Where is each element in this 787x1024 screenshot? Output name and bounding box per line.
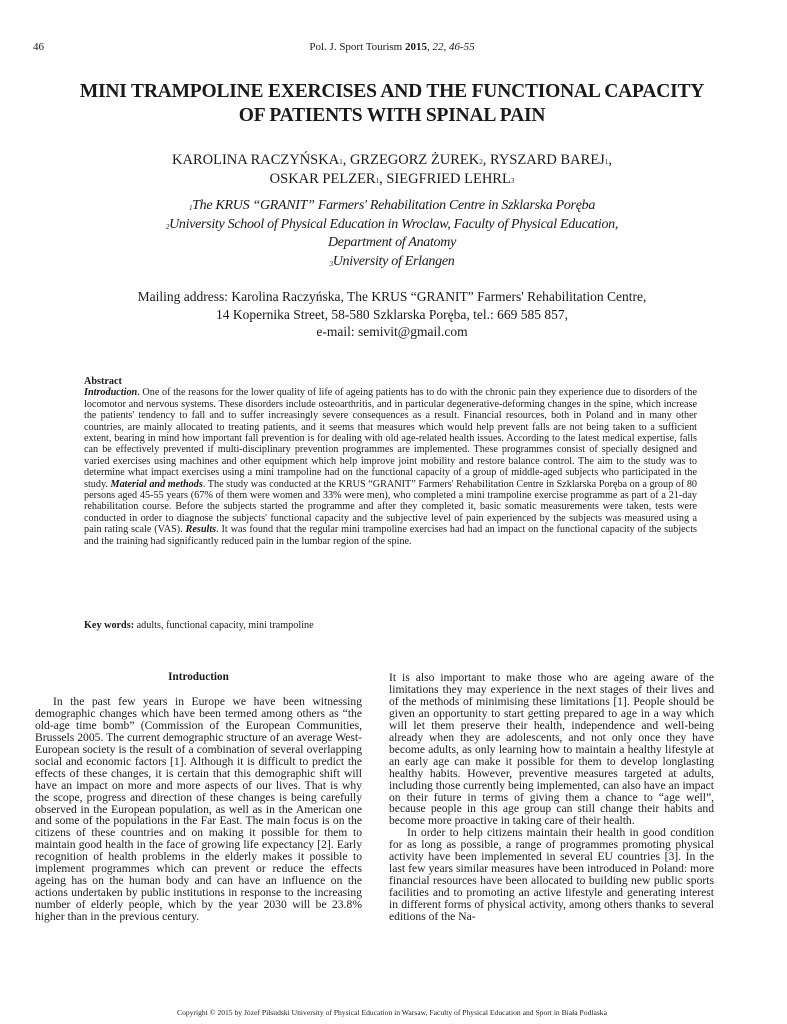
copyright-footer: Copyright © 2015 by Józef Piłsudski University of Physical Education in Warsaw, Faculty of Physical Education and Sport in Biała Podlaska: [177, 1008, 607, 1017]
affiliation-3: $^3$University of Erlangen: [329, 253, 455, 269]
page-number: 46: [33, 41, 44, 53]
author-affiliation-mark: 1: [604, 158, 609, 166]
author-affiliation-mark: 1: [375, 177, 380, 185]
mailing-address: [33, 288, 751, 341]
author-name: KAROLINA RACZYŃSKA: [172, 152, 340, 168]
mailing-line-1: Mailing address: Karolina Raczyńska, The KRUS “GRANIT” Farmers' Rehabilitation Centre,: [137, 289, 647, 304]
title-line-2: OF PATIENTS WITH SPINAL PAIN: [238, 105, 546, 126]
abstract: [84, 376, 697, 547]
abstract-methods-text: . The study was conducted at the KRUS “GRANIT” Farmers' Rehabilitation Centre in Szklarska Poręba on a group of 80 persons aged 45-55 years (67% of them were women and 33% were men), who completed a mini trampoline exercise programme as part of a 21-day rehabilitation course. Before the subjects started the programme and after they completed it, basic somatic measurements were taken, tests were conducted in order to diagnose the subjects' functional capacity and the subjective level of pain experienced by the subjects was measured using a pain rating scale (VAS).: [84, 478, 698, 536]
abstract-introduction-text: . One of the reasons for the lower quality of life of ageing patients has to do with the chronic pain they experience due to disorders of the locomotor and nervous systems. These disorders include osteoarthritis, and in particular degenerative-deforming changes in the spine, which increase the patients' tendency to fall and to suffer increasingly severe consequences as a result. Financial resources, both in Poland and in many other countries, are mainly allocated to treating patients, and it seems that measures which would help prevent falls are not being taken to a sufficient extent, bearing in mind how important fall prevention is for dealing with old age-related health issues. According to the latest medical expertise, falls can be effectively prevented if multi-disciplinary prevention programmes are implemented. These programmes consist of specially designed and varied exercises using machines and other equipment which help improve joint mobility and restore balance control. The aim to the study was to determine what impact exercises using a mini trampoline had on the functional capacity of a group of middle-aged subjects who participated in the study.: [84, 387, 697, 490]
author-name: RYSZARD BAREJ: [490, 152, 605, 168]
body-column-right: [389, 672, 714, 923]
journal-citation: Pol. J. Sport Tourism 2015, 22, 46-55: [309, 41, 475, 53]
author-affiliation-mark: 1: [339, 158, 343, 166]
keywords-text: adults, functional capacity, mini trampoline: [134, 620, 314, 631]
keywords: [84, 620, 697, 632]
journal-volume-pages: 22, 46-55: [432, 41, 475, 53]
journal-year: 2015: [404, 41, 427, 53]
affiliation-2: $^2$University School of Physical Education in Wroclaw, Faculty of Physical Education,: [165, 216, 619, 232]
running-header: [33, 41, 751, 55]
body-paragraph: In order to help citizens maintain their health in good condition for as long as possible, a range of programmes promoting physical activity have been implemented in several EU countries [3]. In the last few years similar measures have been introduced in Poland: more financial resources have been allocated to building new public sports facilities and to promoting an active lifestyle and generating interest in different forms of physical activity, among others thanks to several editions of the Na-: [389, 826, 714, 924]
affiliation-2-department: Department of Anatomy: [328, 235, 456, 250]
mailing-email[interactable]: e-mail: semivit@gmail.com: [316, 324, 468, 339]
paper-title: [33, 80, 751, 128]
section-heading-introduction: Introduction: [168, 671, 229, 683]
mailing-line-2: 14 Kopernika Street, 58-580 Szklarska Poręba, tel.: 669 585 857,: [215, 306, 569, 322]
author-name: OSKAR PELZER: [269, 171, 376, 187]
body-paragraph: In the past few years in Europe we have been witnessing demographic changes which have been termed among others as “the old-age time bomb” (Commission of the European Communities, Brussels 2005. The current demographic structure of an average West-European society is the result of a combination of several overlapping social and economic factors [1]. Although it is difficult to predict the effects of these changes, it is certain that this demographic shift will have an impact on more and more aspects of our lives. That is why the scope, progress and direction of these changes is being carefully observed in the European population, as well as in the American one and some of the populations in the Far East. The main focus is on the citizens of these countries and on making it possible for them to maintain good health in the face of growing life expectancy [2]. Early recognition of health problems in the elderly makes it possible to implement programmes which can prevent or reduce the effects ageing has on the human body and can have an influence on the actions undertaken by public institutions in response to the increasing number of elderly people, which by the year 2030 will be 23.8% higher than in the previous century.: [35, 694, 362, 924]
affiliation-1: $^1$The KRUS “GRANIT” Farmers' Rehabilitation Centre in Szklarska Poręba: [188, 198, 596, 213]
title-line-1: MINI TRAMPOLINE EXERCISES AND THE FUNCTIONAL CAPACITY: [79, 81, 705, 102]
abstract-results-text: . It was found that the regular mini trampoline exercises had had an impact on the functional capacity of the subjects and the training had significantly reduced pain in the lumbar region of the spine.: [84, 524, 697, 547]
abstract-results-label: Results: [185, 524, 217, 536]
journal-name: Pol. J. Sport Tourism: [309, 41, 403, 53]
body-column-left: [35, 672, 362, 923]
author-affiliation-mark: 2: [479, 158, 483, 166]
abstract-heading: Abstract: [84, 376, 122, 387]
abstract-introduction-label: Introduction: [84, 387, 138, 399]
author-name: GRZEGORZ ŻUREK: [349, 152, 480, 168]
body-paragraph: It is also important to make those who are ageing aware of the limitations they may experience in the next stages of their lives and of the methods of minimising these limitations [1]. People should be given an opportunity to start getting prepared to age in a way which will let them preserve their health, independence and well-being already when they are adolescents, and not only once they have become adults, as only learning how to maintain a healthy lifestyle at an early age can make it possible for them to develop longlasting healthy habits. However, preventive measures targeted at adults, including those currently being implemented, can also have an impact on their future in terms of giving them a chance to “age well”, because people in this age group can still change their habits and become more proactive in taking care of their health.: [389, 671, 714, 828]
author-list: KAROLINA RACZYŃSKA$^1$, GRZEGORZ ŻUREK$^2$, RYSZARD BAREJ$^1$, OSKAR PELZER$^1$, SIEGFRIED LEHRL$^3$: [172, 152, 612, 187]
keywords-label: Key words:: [84, 620, 135, 631]
affiliations: [33, 197, 751, 271]
author-name: SIEGFRIED LEHRL: [386, 171, 511, 187]
abstract-methods-label: Material and methods: [110, 478, 203, 490]
author-affiliation-mark: 3: [510, 177, 515, 185]
